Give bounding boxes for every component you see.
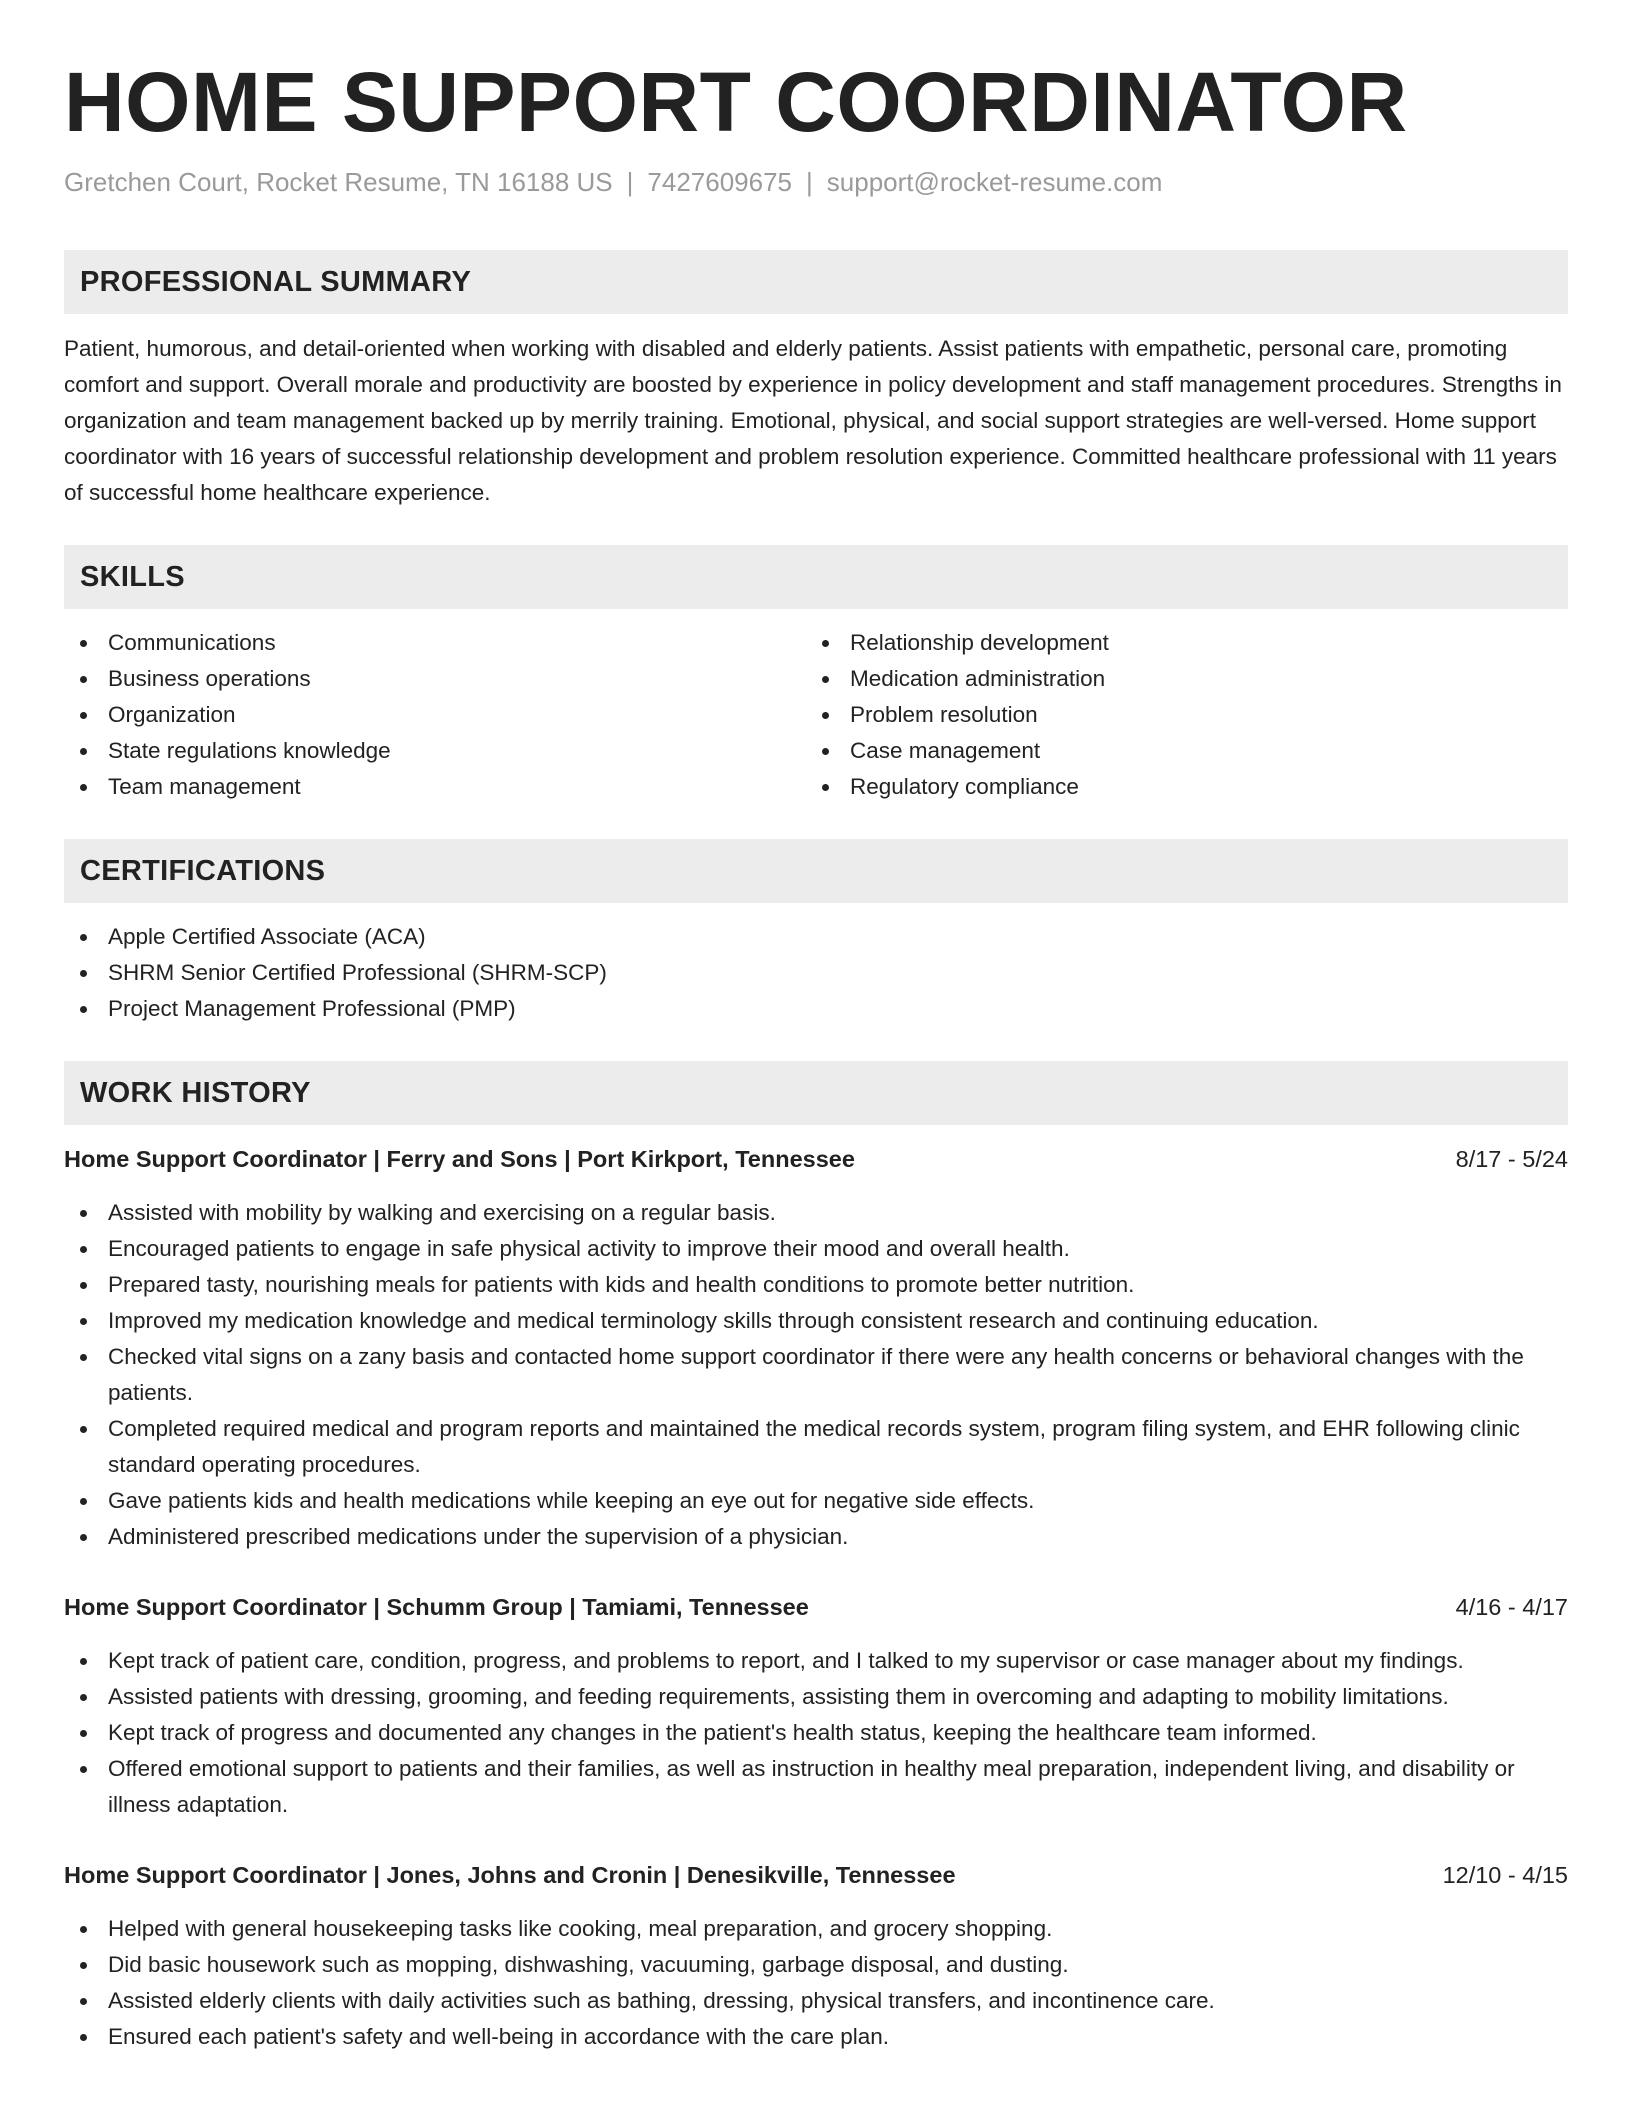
job-bullet: Completed required medical and program reports and maintained the medical records system, program filing system, and EHR following clinic standard operating procedures. [64, 1411, 1568, 1483]
certifications-heading: CERTIFICATIONS [80, 854, 326, 887]
certification-item: Apple Certified Associate (ACA) [64, 919, 1568, 955]
job-dates: 12/10 - 4/15 [1442, 1862, 1568, 1888]
job-title: Home Support Coordinator | Schumm Group | Tamiami, Tennessee [64, 1594, 809, 1620]
job-bullet: Assisted elderly clients with daily activities such as bathing, dressing, physical transfers, and incontinence care. [64, 1983, 1568, 2019]
job-bullet: Kept track of patient care, condition, progress, and problems to report, and I talked to my supervisor or case manager about my findings. [64, 1643, 1568, 1679]
job-bullet: Administered prescribed medications under the supervision of a physician. [64, 1519, 1568, 1555]
work-history-section-header [64, 1061, 1568, 1125]
job-dates: 8/17 - 5/24 [1455, 1146, 1568, 1172]
job-bullets [64, 1195, 1568, 1555]
skills-section-header [64, 545, 1568, 609]
resume-title: HOME SUPPORT COORDINATOR [64, 55, 1408, 149]
skill-item: Relationship development [806, 625, 1548, 661]
certification-item: SHRM Senior Certified Professional (SHRM-SCP) [64, 955, 1568, 991]
job-title: Home Support Coordinator | Ferry and Sons | Port Kirkport, Tennessee [64, 1146, 855, 1172]
contact-address: Gretchen Court, Rocket Resume, TN 16188 US [64, 167, 613, 197]
job-entry [64, 1589, 1568, 1823]
skill-item: Medication administration [806, 661, 1548, 697]
skills-heading: SKILLS [80, 560, 185, 593]
contact-line [64, 164, 1568, 200]
skill-item: Business operations [64, 661, 806, 697]
job-header [64, 1141, 1568, 1177]
job-bullet: Encouraged patients to engage in safe physical activity to improve their mood and overall health. [64, 1231, 1568, 1267]
contact-separator: | [626, 167, 634, 197]
skill-item: Organization [64, 697, 806, 733]
summary-section-header [64, 250, 1568, 314]
skill-item: Communications [64, 625, 806, 661]
skills-list-left [64, 625, 806, 805]
skills-list-right [806, 625, 1548, 805]
job-bullet: Improved my medication knowledge and medical terminology skills through consistent research and continuing education. [64, 1303, 1568, 1339]
job-bullet: Checked vital signs on a zany basis and contacted home support coordinator if there were any health concerns or behavioral changes with the patients. [64, 1339, 1568, 1411]
job-bullet: Kept track of progress and documented any changes in the patient's health status, keeping the healthcare team informed. [64, 1715, 1568, 1751]
contact-email: support@rocket-resume.com [826, 167, 1163, 197]
certification-item: Project Management Professional (PMP) [64, 991, 1568, 1027]
job-bullets [64, 1643, 1568, 1823]
job-header [64, 1589, 1568, 1625]
skill-item: Case management [806, 733, 1548, 769]
job-bullet: Assisted patients with dressing, grooming, and feeding requirements, assisting them in overcoming and adapting to mobility limitations. [64, 1679, 1568, 1715]
job-bullet: Prepared tasty, nourishing meals for patients with kids and health conditions to promote better nutrition. [64, 1267, 1568, 1303]
work-history-heading: WORK HISTORY [80, 1076, 311, 1109]
skill-item: Team management [64, 769, 806, 805]
contact-separator: | [806, 167, 813, 197]
skill-item: State regulations knowledge [64, 733, 806, 769]
job-bullets [64, 1911, 1568, 2055]
summary-heading: PROFESSIONAL SUMMARY [80, 265, 472, 298]
job-title: Home Support Coordinator | Jones, Johns and Cronin | Denesikville, Tennessee [64, 1862, 956, 1888]
certifications-list [64, 919, 1568, 1027]
summary-text: Patient, humorous, and detail-oriented when working with disabled and elderly patients. Assist patients with empathetic, personal care, promoting comfort and support. Overall morale and productivity are boosted by experience in policy development and staff management procedures. Strengths in organization and team management backed up by merrily training. Emotional, physical, and social support strategies are well-versed. Home support coordinator with 16 years of successful relationship development and problem resolution experience. Committed healthcare professional with 11 years of successful home healthcare experience. [64, 336, 1562, 505]
job-bullet: Offered emotional support to patients and their families, as well as instruction in healthy meal preparation, independent living, and disability or illness adaptation. [64, 1751, 1568, 1823]
job-entry [64, 1857, 1568, 2055]
skill-item: Regulatory compliance [806, 769, 1548, 805]
contact-phone: 7427609675 [647, 167, 793, 197]
job-dates: 4/16 - 4/17 [1455, 1594, 1568, 1620]
skill-item: Problem resolution [806, 697, 1548, 733]
job-bullet: Helped with general housekeeping tasks like cooking, meal preparation, and grocery shopping. [64, 1911, 1568, 1947]
job-bullet: Gave patients kids and health medications while keeping an eye out for negative side effects. [64, 1483, 1568, 1519]
job-bullet: Assisted with mobility by walking and exercising on a regular basis. [64, 1195, 1568, 1231]
job-bullet: Did basic housework such as mopping, dishwashing, vacuuming, garbage disposal, and dusting. [64, 1947, 1568, 1983]
job-entry [64, 1141, 1568, 1555]
skills-grid [64, 625, 1568, 805]
job-header [64, 1857, 1568, 1893]
certifications-section-header [64, 839, 1568, 903]
job-bullet: Ensured each patient's safety and well-being in accordance with the care plan. [64, 2019, 1568, 2055]
